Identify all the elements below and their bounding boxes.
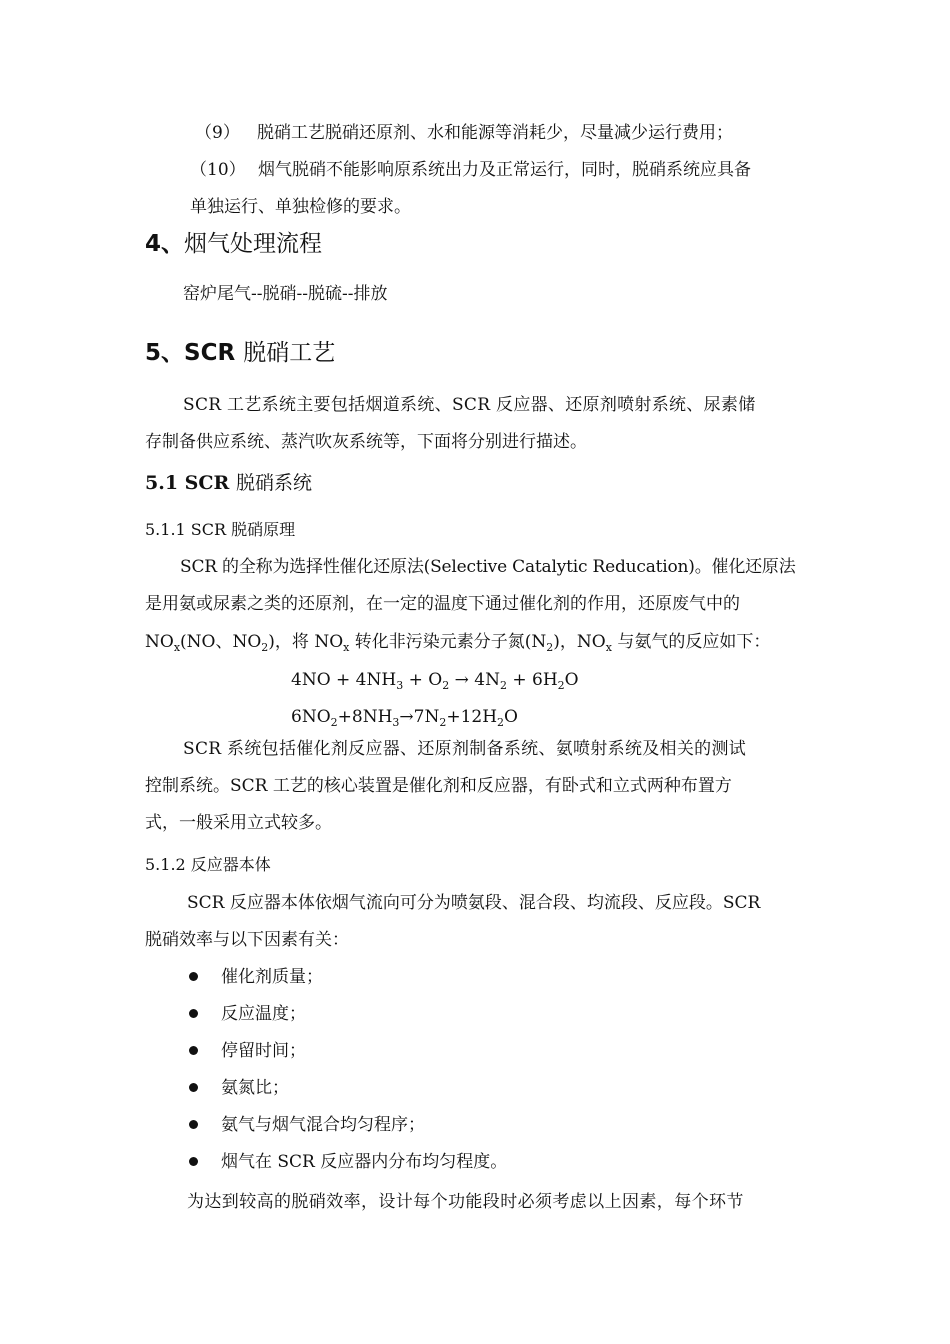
heading-number: 5、 [145,340,185,366]
subscript: 3 [392,716,400,729]
eq-run: +8NH [337,707,393,727]
bullet-dot [189,1120,198,1129]
heading-title-cn: 脱硝工艺 [243,340,336,366]
principle-paragraph-line-2: 是用氨或尿素之类的还原剂，在一定的温度下通过催化剂的作用，还原废气中的 [145,594,740,614]
bullet-dot [189,1046,198,1055]
subscript: x [173,641,181,654]
text-run: )，NO [553,632,606,652]
eq-run: O [504,707,518,727]
subscript: 2 [261,641,269,654]
system-paragraph-line-3: 式，一般采用立式较多。 [145,813,332,833]
reaction-equation-1 [291,668,579,692]
section-4-heading [145,229,322,259]
eq-run: + O [403,670,443,690]
section-5-1-heading [145,471,312,495]
list-item: 烟气在 SCR 反应器内分布均匀程度。 [221,1152,508,1172]
heading-title-latin: SCR [184,340,236,366]
heading-number: 4、 [145,231,185,257]
subscript: x [343,641,350,654]
subscript: 2 [557,679,565,692]
eq-run: →7N [399,707,440,727]
list-item-10-continuation: 单独运行、单独检修的要求。 [190,197,411,217]
subsection-5-1-1-heading: 5.1.1 SCR 脱硝原理 [145,520,296,539]
eq-run: +12H [446,707,498,727]
subscript: 2 [442,679,450,692]
reaction-equation-2 [291,705,518,729]
section-5-paragraph-line-1: SCR 工艺系统主要包括烟道系统、SCR 反应器、还原剂喷射系统、尿素储 [183,395,756,415]
subscript: x [605,641,612,654]
heading-number: 5.1 SCR [145,472,230,494]
bullet-dot [189,972,198,981]
list-item: 反应温度； [221,1004,306,1024]
item-text: 烟气脱硝不能影响原系统出力及正常运行，同时，脱硝系统应具备 [258,160,751,180]
principle-paragraph-line-3 [145,630,770,654]
item-number: （10） [190,160,246,180]
reactor-paragraph-line-2: 脱硝效率与以下因素有关： [145,930,349,950]
text-run: 转化非污染元素分子氮(N [349,632,547,652]
efficiency-paragraph-line-1: 为达到较高的脱硝效率，设计每个功能段时必须考虑以上因素，每个环节 [187,1192,744,1212]
list-item-10 [190,158,751,182]
subscript: 3 [396,679,404,692]
system-paragraph-line-2: 控制系统。SCR 工艺的核心装置是催化剂和反应器，有卧式和立式两种布置方 [145,776,732,796]
heading-title: 烟气处理流程 [184,231,323,257]
eq-run: + 6H [506,670,558,690]
subscript: 2 [499,679,507,692]
eq-run: 4NO + 4NH [291,670,397,690]
eq-run: O [564,670,579,690]
principle-paragraph-line-1: SCR 的全称为选择性催化还原法(Selective Catalytic Reducation)。催化还原法 [180,557,796,577]
text-run: NO [145,632,174,652]
list-item-9 [195,121,733,145]
text-run: (NO、NO [180,632,262,652]
process-flow-text: 窑炉尾气--脱硝--脱硫--排放 [183,284,388,304]
list-item: 催化剂质量； [221,967,323,987]
bullet-dot [189,1157,198,1166]
subscript: 2 [330,716,338,729]
bullet-dot [189,1083,198,1092]
system-paragraph-line-1: SCR 系统包括催化剂反应器、还原剂制备系统、氨喷射系统及相关的测试 [183,739,747,759]
section-5-paragraph-line-2: 存制备供应系统、蒸汽吹灰系统等，下面将分别进行描述。 [145,432,587,452]
heading-title: 脱硝系统 [235,472,312,494]
item-text: 脱硝工艺脱硝还原剂、水和能源等消耗少，尽量减少运行费用； [257,123,733,143]
subscript: 2 [546,641,554,654]
text-run: )，将 NO [268,632,344,652]
reactor-paragraph-line-1: SCR 反应器本体依烟气流向可分为喷氨段、混合段、均流段、反应段。SCR [187,893,761,913]
eq-run: → 4N [449,670,500,690]
eq-run: 6NO [291,707,331,727]
subsection-5-1-2-heading: 5.1.2 反应器本体 [145,855,271,874]
list-item: 氨气与烟气混合均匀程序； [221,1115,425,1135]
text-run: 与氨气的反应如下： [611,632,771,652]
section-5-heading [145,338,335,368]
subscript: 2 [497,716,505,729]
item-number: （9） [195,123,240,143]
bullet-dot [189,1009,198,1018]
list-item: 停留时间； [221,1041,306,1061]
list-item: 氨氮比； [221,1078,289,1098]
subscript: 2 [439,716,447,729]
